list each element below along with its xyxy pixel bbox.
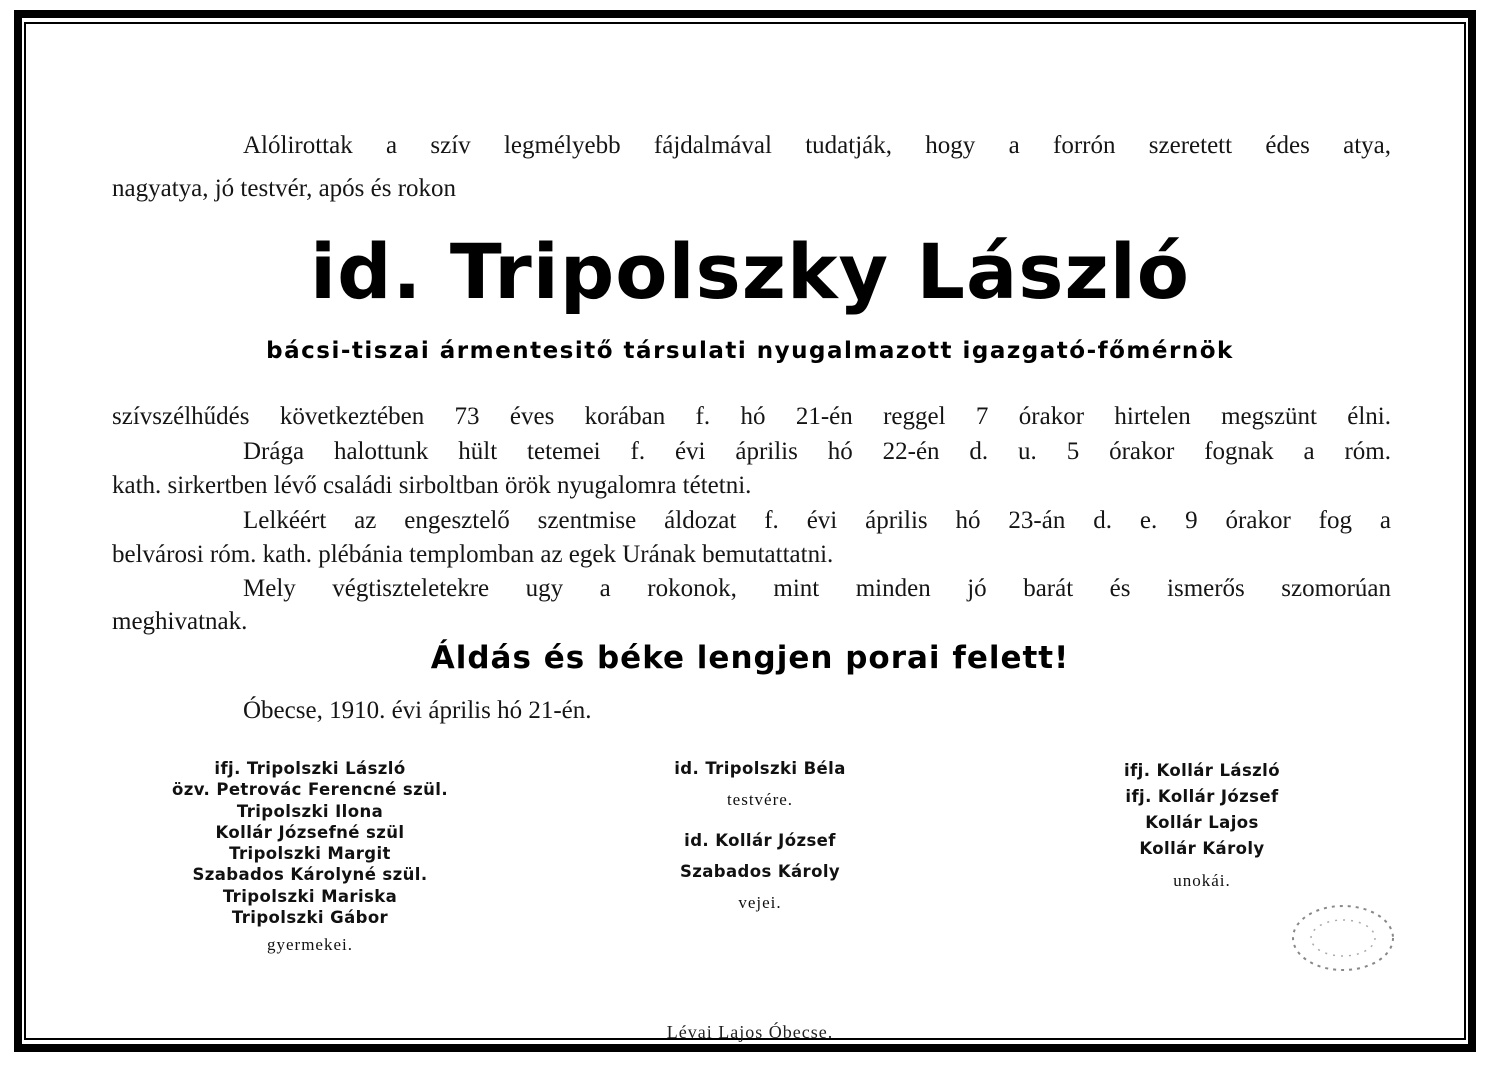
body-line-2: Drága halottunk hült tetemei f. évi április hó 22-én d. u. 5 órakor fognak a róm. [243, 438, 1391, 465]
children-column [160, 758, 460, 956]
signatory-name: id. Kollár József [684, 830, 836, 850]
signatory-name: Tripolszki Margit [229, 844, 391, 864]
blessing: Áldás és béke lengjen porai felett! [430, 640, 1070, 676]
signatory-name: Kollár Lajos [1145, 813, 1259, 832]
signatory-name: Tripolszki Mariska [222, 886, 398, 906]
faded-stamp-mark [1288, 900, 1398, 975]
deceased-name: id. Tripolszky László [310, 227, 1190, 316]
signatory-name: Kollár Károly [1139, 839, 1265, 858]
body-line-7: meghivatnak. [112, 608, 248, 635]
body-line-6: Mely végtiszteletekre ugy a rokonok, mint minden jó barát és ismerős szomorúan [243, 575, 1391, 602]
deceased-position: bácsi-tiszai ármentesitő társulati nyugalmazott igazgató-főmérnök [266, 338, 1234, 364]
signatory-name: özv. Petrovác Ferencné szül. [171, 780, 449, 800]
children-role: gyermekei. [267, 935, 353, 955]
sibling-role: testvére. [726, 790, 794, 810]
signatory-name: Szabados Károlyné szül. [192, 865, 428, 885]
signatory-name: ifj. Kollár József [1125, 787, 1279, 806]
intro-line-1: Alólirottak a szív legmélyebb fájdalmával tudatják, hogy a forrón szeretett édes atya, [243, 132, 1391, 159]
signatory-name: Tripolszki Ilona [236, 801, 384, 821]
signatory-name: Szabados Károly [679, 861, 841, 881]
sons-in-law-role: vejei. [738, 893, 782, 913]
relatives-column [610, 758, 910, 913]
grandchildren-column [1052, 758, 1352, 894]
signatory-name: id. Tripolszki Béla [674, 759, 846, 778]
body-line-3: kath. sirkertben lévő családi sirboltban örök nyugalomra tétetni. [112, 472, 752, 499]
grandchildren-role: unokái. [1173, 871, 1231, 890]
body-line-1: szívszélhűdés következtében 73 éves korában f. hó 21-én reggel 7 órakor hirtelen megszünt élni. [112, 403, 1391, 430]
printer-credit: Lévai Lajos Óbecse. [666, 1022, 834, 1042]
signatory-name: Kollár Józsefné szül [215, 822, 405, 842]
body-line-4: Lelkéért az engesztelő szentmise áldozat f. évi április hó 23-án d. e. 9 órakor fog a [243, 507, 1391, 534]
signatory-name: ifj. Tripolszki László [214, 759, 406, 778]
place-date: Óbecse, 1910. évi április hó 21-én. [243, 697, 592, 724]
intro-line-2: nagyatya, jó testvér, após és rokon [112, 175, 457, 202]
signatory-name: ifj. Kollár László [1124, 761, 1280, 780]
body-line-5: belvárosi róm. kath. plébánia templomban az egek Urának bemutattatni. [112, 541, 834, 568]
signatory-name: Tripolszki Gábor [231, 908, 389, 928]
